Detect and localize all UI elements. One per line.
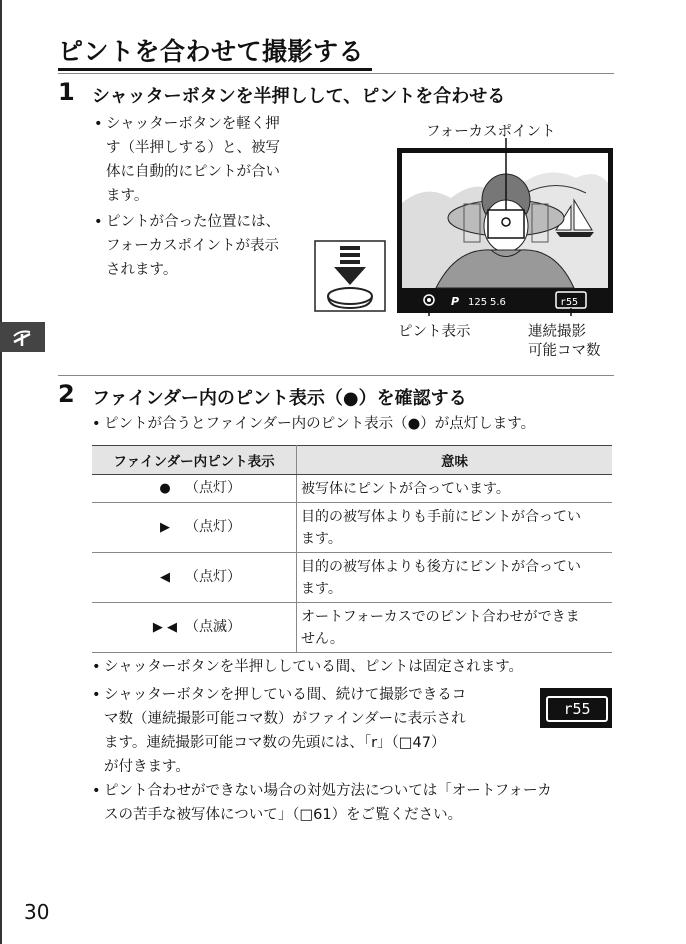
step-1-bullet-1: • シャッターボタンを軽く押 す（半押しする）と、被写 体に自動的にピントが合い ます。 [106,112,306,208]
frames-display-illustration [540,688,612,728]
note-line: が付きます。 [104,759,190,775]
focus-indicator-label: ピント表示 [398,324,471,340]
status: （点滅） [185,619,241,635]
bullet-line: ピントが合った位置には、 [106,214,280,230]
note-line: シャッターボタンを半押ししている間、ピントは固定されます。 [104,659,524,675]
note-3: • ピント合わせができない場合の対処方法については「オートフォーカ スの苦手な被写体について」（□61）をご覧ください。 [104,779,614,827]
table-header-meaning: 意味 [297,446,613,475]
viewfinder-frames: r55 [560,297,579,308]
meaning-text: オートフォーカスでのピント合わせができま [301,608,580,625]
frames-label-line-2: 可能コマ数 [528,343,601,359]
note-line: スの苦手な被写体について」（□61）をご覧ください。 [104,807,463,823]
focus-indicator-table [92,445,612,653]
half-press-illustration [314,240,386,312]
note-1: • シャッターボタンを半押ししている間、ピントは固定されます。 [104,655,614,679]
chapter-tab [0,322,45,352]
table-row [92,475,612,503]
title-rule [58,73,614,74]
bullet-line: す（半押しする）と、被写 [106,140,280,156]
page-margin-rule [0,0,2,944]
table-row [92,603,612,653]
meaning-text: せん。 [301,630,344,647]
page-number: 30 [24,900,50,924]
step-2-intro-text: ピントが合うとファインダー内のピント表示（●）が点灯します。 [104,416,536,432]
meaning-text: 被写体にピントが合っています。 [301,480,510,497]
step-2-number: 2 [58,380,75,408]
bullet-line: ます。 [106,188,149,204]
bullet-line: フォーカスポイントが表示 [106,238,279,254]
viewfinder-illustration [396,138,614,316]
step-1-number: 1 [58,78,75,106]
title-underline [58,68,372,71]
status: （点灯） [185,519,241,535]
table-row [92,553,612,603]
meaning-text: 目的の被写体よりも手前にピントが合ってい [301,508,581,525]
step-1-heading: シャッターボタンを半押しして、ピントを合わせる [92,86,506,107]
viewfinder-aperture: 5.6 [490,297,506,308]
both-arrows-icon: ▶ ◀ [152,620,178,635]
bullet-line: されます。 [106,262,178,278]
meaning-text: ます。 [301,580,342,597]
table-header-indicator: ファインダー内ピント表示 [92,446,297,475]
note-line: シャッターボタンを押している間、続けて撮影できるコ [104,687,467,703]
focus-dot-icon: ● [159,481,171,496]
chapter-tab-icon [0,322,45,352]
note-line: マ数（連続撮影可能コマ数）がファインダーに表示され [104,711,466,727]
note-line: ます。連続撮影可能コマ数の先頭には、「r」（□47） [104,735,446,751]
table-row [92,503,612,553]
note-2: • シャッターボタンを押している間、続けて撮影できるコ マ数（連続撮影可能コマ数）がファインダーに表示され ます。連続撮影可能コマ数の先頭には、「r」（□47） が付きます。 [104,683,524,779]
section-rule [58,375,614,376]
note-line: ピント合わせができない場合の対処方法については「オートフォーカ [104,783,552,799]
bullet-line: 体に自動的にピントが合い [106,164,280,180]
viewfinder-mode: P [451,295,460,308]
status: （点灯） [185,569,241,585]
status: （点灯） [185,480,241,496]
meaning-text: ます。 [301,530,342,547]
focus-point-label: フォーカスポイント [426,124,556,140]
step-2-intro: • ピントが合うとファインダー内のピント表示（●）が点灯します。 [92,416,536,432]
meaning-text: 目的の被写体よりも後方にピントが合ってい [301,558,581,575]
step-2-heading: ファインダー内のピント表示（●）を確認する [92,388,467,409]
viewfinder-shutter: 125 [468,297,488,308]
frames-display-text: r55 [546,696,608,722]
bullet-line: シャッターボタンを軽く押 [106,116,280,132]
step-1-bullet-2: • ピントが合った位置には、 フォーカスポイントが表示 されます。 [106,210,306,282]
right-arrow-icon: ▶ [160,520,170,535]
frames-label-line-1: 連続撮影 [528,324,586,340]
left-arrow-icon: ◀ [160,570,170,585]
page-title: ピントを合わせて撮影する [58,37,365,66]
